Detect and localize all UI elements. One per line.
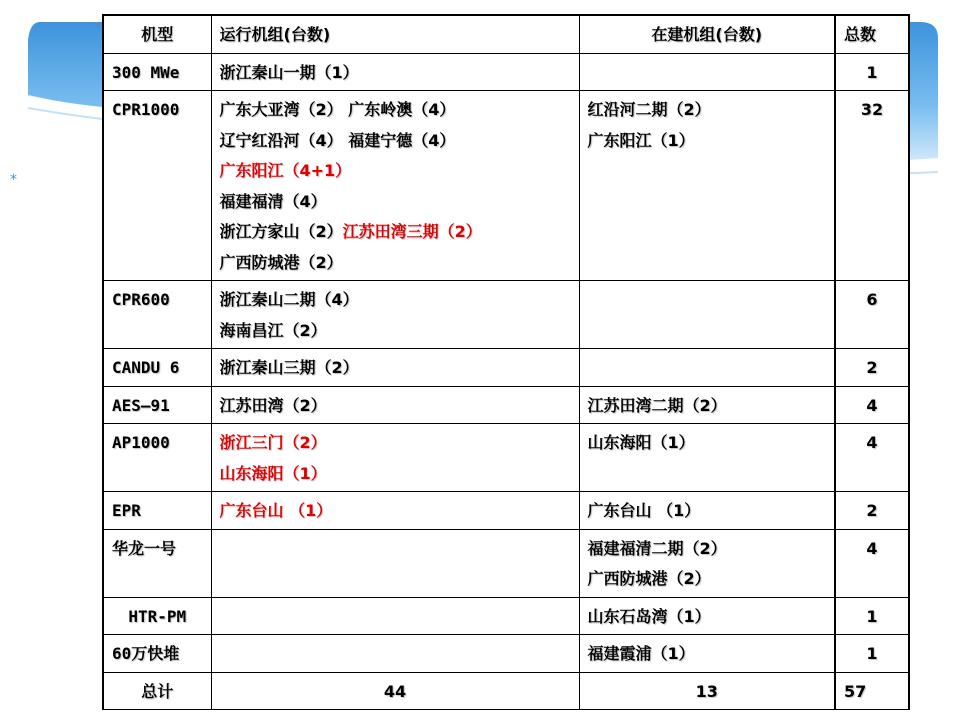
- cell-operating: [211, 635, 579, 673]
- header-total: 总数: [835, 15, 909, 53]
- cell-line: [220, 156, 571, 187]
- cell-line: [588, 534, 827, 565]
- cell-model: AP1000: [103, 424, 211, 492]
- cell-building: [579, 53, 835, 91]
- cell-text: 福建霞浦（1）: [587, 644, 695, 663]
- cell-text: 广西防城港（2）: [587, 569, 711, 588]
- cell-line: [588, 95, 827, 126]
- cell-model: AES—91: [103, 386, 211, 424]
- cell-model: 60万快堆: [103, 635, 211, 673]
- cell-total: 4: [835, 424, 909, 492]
- cell-line: [220, 316, 571, 347]
- cell-text: 山东海阳（1）: [587, 433, 695, 452]
- header-model: 机型: [103, 15, 211, 53]
- cell-operating: [211, 597, 579, 635]
- cell-line: [220, 217, 571, 248]
- totals-row: [103, 672, 909, 710]
- cell-text: 山东海阳（1）: [219, 463, 327, 483]
- cell-text: 浙江秦山三期（2）: [219, 358, 359, 377]
- cell-model: CPR600: [103, 281, 211, 349]
- cell-building: [579, 635, 835, 673]
- cell-line: [220, 58, 571, 89]
- cell-text: 福建福清（4）: [219, 191, 327, 211]
- table-row: [103, 53, 909, 91]
- cell-line: [220, 496, 571, 527]
- cell-text: 山东石岛湾（1）: [587, 606, 711, 626]
- table-row: [103, 529, 909, 597]
- cell-text: 浙江方家山（2）: [219, 222, 343, 241]
- nuclear-units-table: [102, 14, 910, 710]
- cell-total: 4: [835, 386, 909, 424]
- header-operating: 运行机组(台数): [211, 15, 579, 53]
- cell-operating: [211, 386, 579, 424]
- cell-text: 广西防城港（2）: [219, 252, 343, 272]
- cell-line: [220, 459, 571, 490]
- table-row: [103, 281, 909, 349]
- table-row: [103, 492, 909, 530]
- cell-line: [220, 248, 571, 279]
- cell-line: [220, 187, 571, 218]
- cell-text: 红沿河二期（2）: [587, 100, 711, 119]
- cell-total: 2: [835, 349, 909, 387]
- cell-operating: [211, 281, 579, 349]
- table-row: [103, 386, 909, 424]
- cell-total: 4: [835, 529, 909, 597]
- totals-label: 总计: [103, 672, 211, 710]
- cell-total: 1: [835, 53, 909, 91]
- cell-building: [579, 529, 835, 597]
- cell-line: [220, 391, 571, 422]
- cell-operating: [211, 91, 579, 281]
- cell-building: [579, 492, 835, 530]
- table-row: [103, 597, 909, 635]
- cell-line: [220, 95, 571, 126]
- cell-operating: [211, 529, 579, 597]
- cell-total: 32: [835, 91, 909, 281]
- cell-text: 浙江秦山一期（1）: [219, 62, 359, 82]
- cell-text: 广东阳江（1）: [587, 130, 695, 150]
- cell-operating: [211, 492, 579, 530]
- cell-text: 江苏田湾（2）: [219, 395, 327, 415]
- totals-total: 57: [835, 672, 909, 710]
- cell-line: [220, 428, 571, 459]
- cell-building: [579, 597, 835, 635]
- cell-line: [588, 602, 827, 633]
- cell-building: [579, 349, 835, 387]
- cell-operating: [211, 424, 579, 492]
- cell-text: 广东阳江（4+1）: [219, 161, 352, 180]
- cell-operating: [211, 53, 579, 91]
- cell-text: 江苏田湾三期（2）: [342, 222, 482, 241]
- cell-text: 广东大亚湾（2） 广东岭澳（4）: [219, 100, 456, 119]
- cell-text: 浙江三门（2）: [219, 433, 327, 452]
- table-row: [103, 635, 909, 673]
- table-row: [103, 424, 909, 492]
- header-building: 在建机组(台数): [579, 15, 835, 53]
- table-row: [103, 91, 909, 281]
- cell-text: 广东台山 （1）: [587, 501, 701, 520]
- cell-model: EPR: [103, 492, 211, 530]
- cell-text: 辽宁红沿河（4） 福建宁德（4）: [219, 130, 456, 150]
- cell-line: [588, 428, 827, 459]
- cell-total: 1: [835, 597, 909, 635]
- cell-model: CPR1000: [103, 91, 211, 281]
- cell-text: 福建福清二期（2）: [587, 538, 727, 558]
- cell-building: [579, 424, 835, 492]
- cell-line: [220, 353, 571, 384]
- cell-total: 6: [835, 281, 909, 349]
- cell-building: [579, 386, 835, 424]
- totals-operating: 44: [211, 672, 579, 710]
- cell-text: 江苏田湾二期（2）: [587, 395, 727, 415]
- cell-text: 海南昌江（2）: [219, 320, 327, 340]
- cell-text: 浙江秦山二期（4）: [219, 290, 359, 309]
- cell-text: 广东台山 （1）: [219, 501, 333, 520]
- cell-operating: [211, 349, 579, 387]
- cell-line: [588, 126, 827, 157]
- cell-model: CANDU 6: [103, 349, 211, 387]
- slide-bullet-icon: *: [10, 172, 17, 188]
- cell-line: [588, 391, 827, 422]
- table-header-row: [103, 15, 909, 53]
- cell-line: [220, 285, 571, 316]
- cell-line: [588, 639, 827, 670]
- cell-total: 1: [835, 635, 909, 673]
- totals-building: 13: [579, 672, 835, 710]
- cell-building: [579, 91, 835, 281]
- cell-line: [588, 564, 827, 595]
- cell-model: 华龙一号: [103, 529, 211, 597]
- cell-line: [220, 126, 571, 157]
- cell-line: [588, 496, 827, 527]
- cell-model: 300 MWe: [103, 53, 211, 91]
- cell-building: [579, 281, 835, 349]
- cell-model: HTR-PM: [103, 597, 211, 635]
- cell-total: 2: [835, 492, 909, 530]
- table-row: [103, 349, 909, 387]
